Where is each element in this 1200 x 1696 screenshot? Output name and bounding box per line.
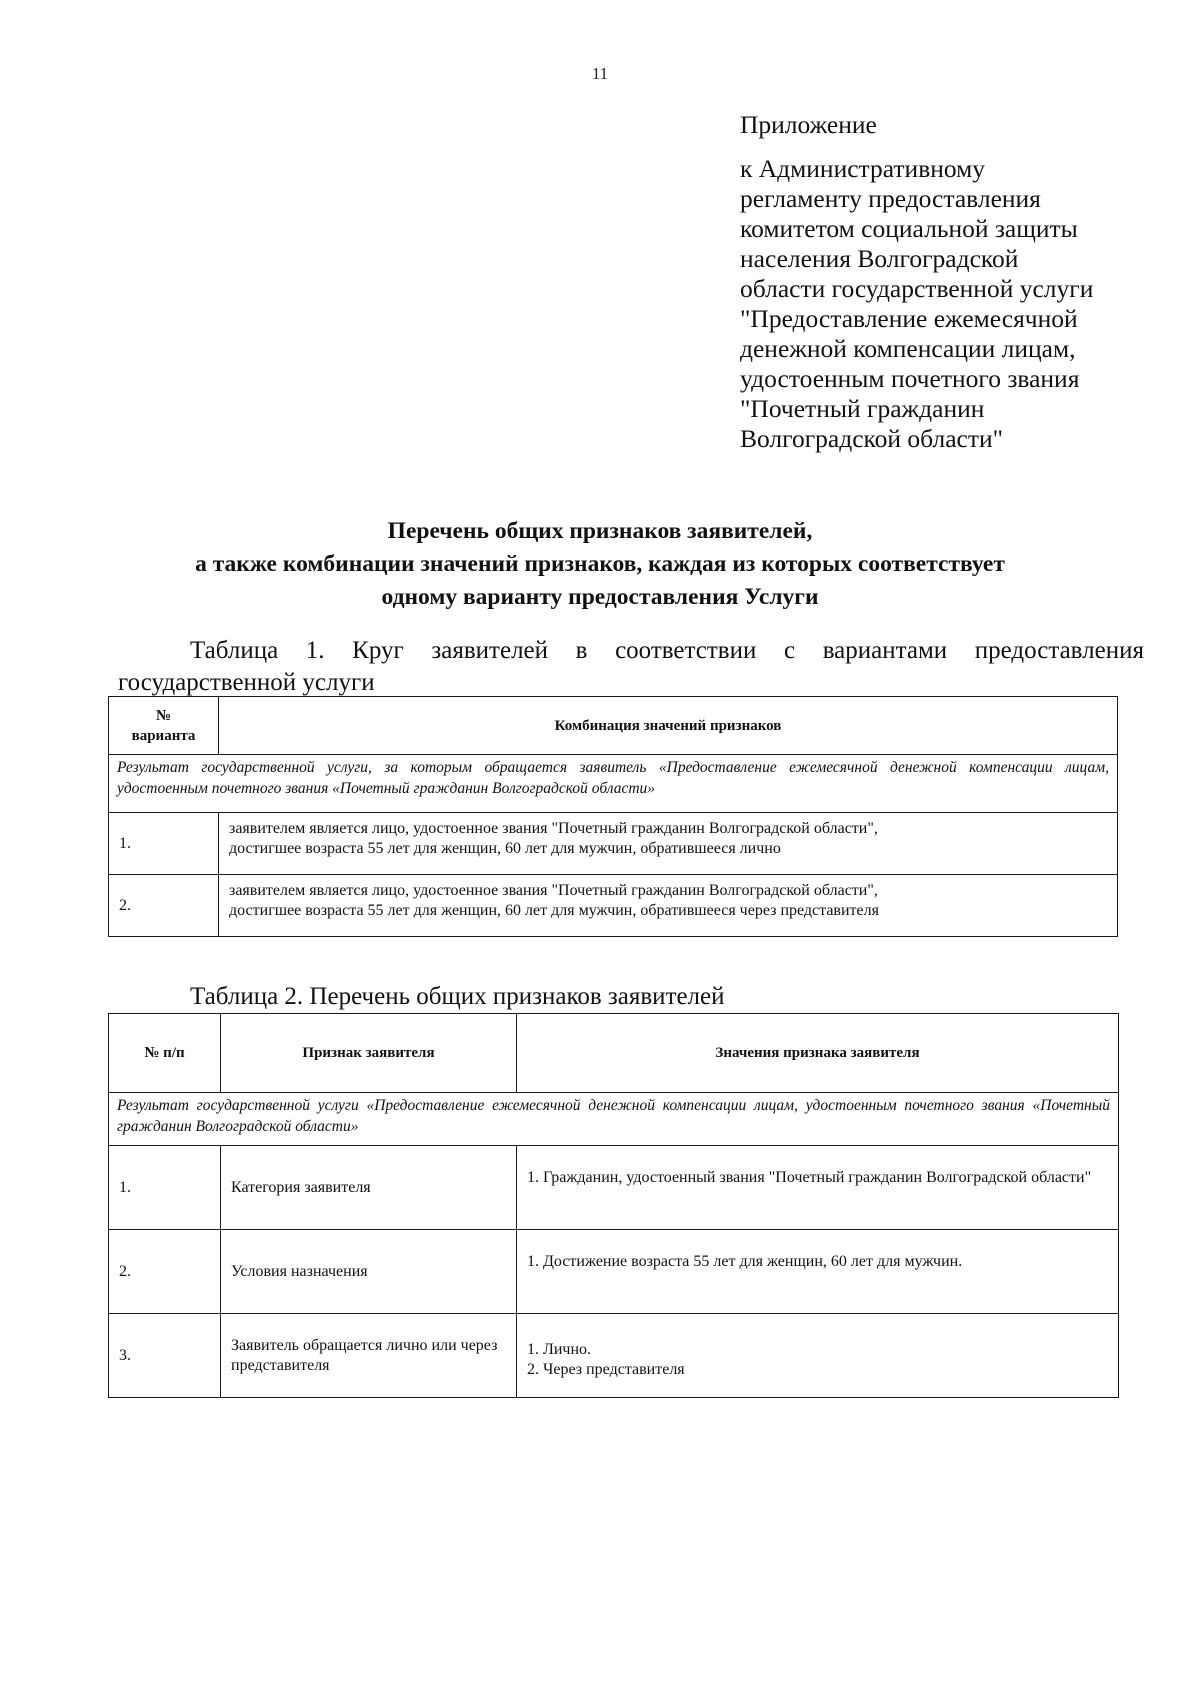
table1-caption: Таблица 1. Круг заявителей в соответствии с вариантами предоставления государственной услуги <box>118 637 1144 696</box>
table-row <box>109 1230 1119 1314</box>
table2-caption: Таблица 2. Перечень общих признаков заявителей <box>190 983 725 1010</box>
appendix-line: "Предоставление ежемесячной <box>740 304 1078 333</box>
page-number: 11 <box>591 64 609 83</box>
table-row <box>109 1314 1119 1398</box>
appendix-line: к Административному <box>740 154 986 183</box>
table2-result-row <box>109 1093 1119 1146</box>
combination-line: достигшее возраста 55 лет для женщин, 60 лет для мужчин, обратившееся через представителя <box>229 902 879 919</box>
row-number: 1. <box>109 1146 221 1230</box>
value-line: 1. Гражданин, удостоенный звания "Почетный гражданин Волгоградской области" <box>527 1169 1092 1186</box>
header-num-label: варианта <box>131 727 196 744</box>
appendix-block <box>740 110 1160 454</box>
value-line: 2. Через представителя <box>527 1361 685 1378</box>
table1-header-combination: Комбинация значений признаков <box>219 697 1118 755</box>
document-title <box>0 515 1200 614</box>
row-sign: Условия назначения <box>221 1230 517 1314</box>
value-line: 1. Достижение возраста 55 лет для женщин, 60 лет для мужчин. <box>527 1253 963 1270</box>
table2-header-sign: Признак заявителя <box>221 1014 517 1093</box>
table2 <box>108 1013 1119 1398</box>
table1-result-text: Результат государственной услуги, за которым обращается заявитель «Предоставление ежемесячной денежной компенсации лицам, удостоенным почетного звания «Почетный гражданин Волгоградской области» <box>109 755 1118 813</box>
combination-line: заявителем является лицо, удостоенное звания "Почетный гражданин Волгоградской области", <box>229 882 878 899</box>
appendix-title: Приложение <box>740 110 877 139</box>
row-sign: Заявитель обращается лично или через представителя <box>221 1314 517 1398</box>
appendix-line: комитетом социальной защиты <box>740 214 1078 243</box>
header-num-symbol: № <box>155 707 172 724</box>
row-values <box>517 1314 1119 1398</box>
table-row <box>109 813 1118 875</box>
table1-result-row <box>109 755 1118 813</box>
table2-header-values: Значения признака заявителя <box>517 1014 1119 1093</box>
appendix-line: "Почетный гражданин <box>740 394 985 423</box>
title-line: одному варианту предоставления Услуги <box>381 584 819 610</box>
appendix-line: удостоенным почетного звания <box>740 364 1080 393</box>
appendix-line: регламенту предоставления <box>740 184 1041 213</box>
row-sign: Категория заявителя <box>221 1146 517 1230</box>
row-number: 1. <box>109 813 219 875</box>
combination-line: заявителем является лицо, удостоенное звания "Почетный гражданин Волгоградской области", <box>229 820 878 837</box>
table-row <box>109 875 1118 937</box>
table-row <box>109 1146 1119 1230</box>
row-combination <box>219 875 1118 937</box>
table1-header-row <box>109 697 1118 755</box>
row-values <box>517 1230 1119 1314</box>
row-combination <box>219 813 1118 875</box>
table2-header-num: № п/п <box>109 1014 221 1093</box>
title-line: Перечень общих признаков заявителей, <box>387 518 813 544</box>
row-number: 3. <box>109 1314 221 1398</box>
row-values <box>517 1146 1119 1230</box>
table1-header-num <box>109 697 219 755</box>
appendix-line: денежной компенсации лицам, <box>740 334 1076 363</box>
table1 <box>108 696 1118 937</box>
row-number: 2. <box>109 1230 221 1314</box>
table2-result-text: Результат государственной услуги «Предоставление ежемесячной денежной компенсации лицам, удостоенным почетного звания «Почетный гражданин Волгоградской области» <box>109 1093 1119 1146</box>
appendix-line: области государственной услуги <box>740 274 1094 303</box>
value-line: 1. Лично. <box>527 1341 592 1358</box>
title-line: а также комбинации значений признаков, каждая из которых соответствует <box>195 551 1005 577</box>
appendix-line: Волгоградской области" <box>740 424 1004 453</box>
appendix-line: населения Волгоградской <box>740 244 1019 273</box>
table2-header-row <box>109 1014 1119 1093</box>
combination-line: достигшее возраста 55 лет для женщин, 60 лет для мужчин, обратившееся лично <box>229 840 781 857</box>
row-number: 2. <box>109 875 219 937</box>
